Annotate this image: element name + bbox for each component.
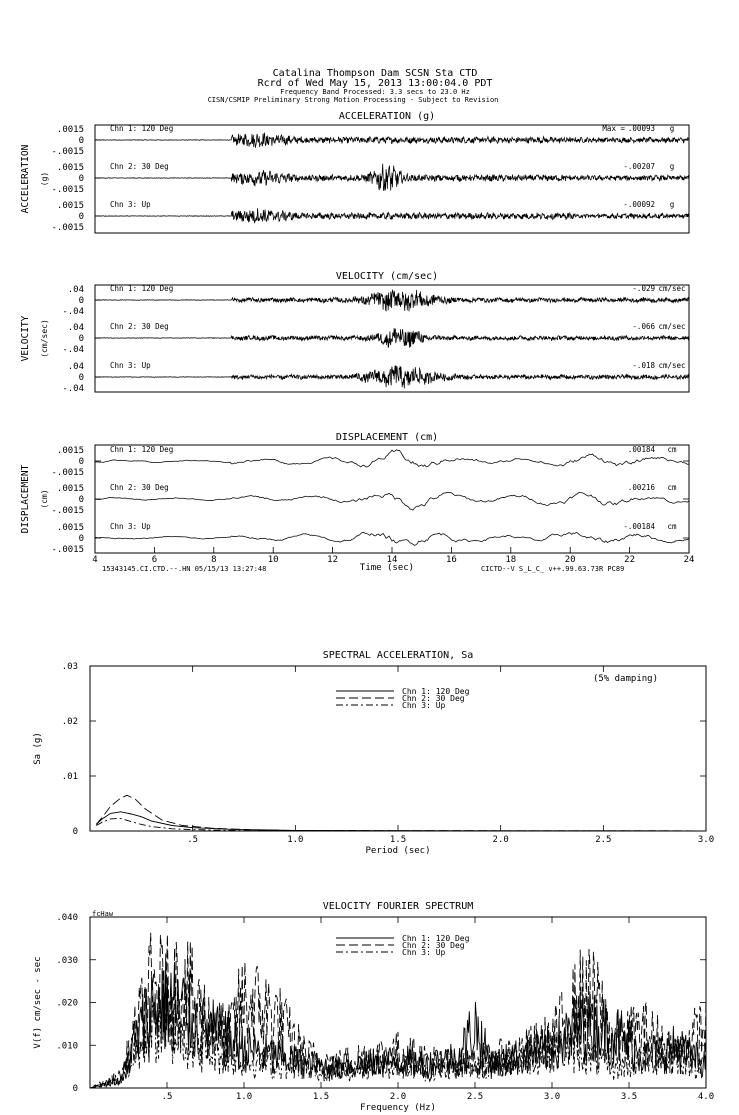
y-tick-zero: 0 <box>78 457 84 467</box>
legend-entry-1: Chn 1: 120 Deg <box>402 687 470 696</box>
y-tick-label: .040 <box>56 913 78 923</box>
channel-label: Chn 2: 30 Deg <box>110 322 169 331</box>
legend-entry-2: Chn 2: 30 Deg <box>402 694 465 703</box>
velocity-fourier-spectrum-panel <box>33 901 714 1113</box>
y-tick-bottom: -.0015 <box>51 223 84 233</box>
channel-max-value: -.00207 <box>623 162 655 171</box>
y-tick-zero: 0 <box>78 495 84 505</box>
y-tick-label: 0 <box>72 1084 78 1094</box>
y-tick-top: .04 <box>67 362 84 372</box>
y-tick-bottom: -.0015 <box>51 185 84 195</box>
dis-waveform-3 <box>95 532 689 545</box>
x-tick-label: 20 <box>564 555 576 565</box>
y-tick-bottom: -.0015 <box>51 468 84 478</box>
header-station: Catalina Thompson Dam SCSN Sta CTD <box>272 68 478 79</box>
vel-waveform-3 <box>95 365 689 388</box>
x-tick-label: 16 <box>445 555 457 565</box>
acc-title: ACCELERATION (g) <box>338 111 436 122</box>
channel-max-value: .00216 <box>627 483 655 492</box>
channel-max-unit: cm/sec <box>658 361 686 370</box>
damping-annotation: (5% damping) <box>592 674 658 684</box>
dis-waveform-1 <box>95 450 689 467</box>
legend-entry-3: Chn 3: Up <box>402 701 446 710</box>
x-tick-label: 3.5 <box>620 1092 638 1102</box>
x-tick-label: 18 <box>505 555 517 565</box>
y-tick-label: .02 <box>61 717 78 727</box>
footer-right: CICTD--V S_L_C_ v++.99.63.73R PC89 <box>481 565 625 573</box>
y-axis-label: V(f) cm/sec - sec <box>33 956 43 1049</box>
velocity-panel <box>20 271 689 394</box>
spectral-acceleration-series-1 <box>96 812 706 831</box>
acceleration-panel <box>20 111 689 233</box>
acc-waveform-1 <box>95 133 689 148</box>
x-tick-label: 22 <box>624 555 636 565</box>
corner-label: fcHaw <box>92 910 114 918</box>
y-tick-zero: 0 <box>78 136 84 146</box>
channel-label: Chn 2: 30 Deg <box>110 162 169 171</box>
channel-label: Chn 1: 120 Deg <box>110 445 174 454</box>
x-tick-label: 1.0 <box>235 1092 253 1102</box>
max-prefix-label: Max = <box>602 124 625 133</box>
x-tick-label: 4.0 <box>697 1092 715 1102</box>
x-tick-label: 24 <box>683 555 695 565</box>
channel-max-unit: g <box>669 124 675 133</box>
x-tick-label: 10 <box>267 555 279 565</box>
y-tick-bottom: -.0015 <box>51 147 84 157</box>
y-tick-zero: 0 <box>78 373 84 383</box>
x-tick-label: 14 <box>386 555 398 565</box>
spectral-acceleration-panel <box>33 650 714 856</box>
channel-max-unit: g <box>669 200 675 209</box>
velocity-fourier-spectrum-title: VELOCITY FOURIER SPECTRUM <box>322 901 474 912</box>
channel-label: Chn 3: Up <box>110 200 151 209</box>
channel-max-unit: cm/sec <box>658 322 686 331</box>
displacement-panel <box>20 432 689 555</box>
y-axis-label: Sa (g) <box>33 732 43 765</box>
x-tick-label: 2.5 <box>595 835 612 845</box>
channel-label: Chn 3: Up <box>110 361 151 370</box>
y-tick-bottom: -.0015 <box>51 545 84 555</box>
header-record: Rcrd of Wed May 15, 2013 13:00:04.0 PDT <box>257 78 493 89</box>
x-tick-label: 12 <box>327 555 339 565</box>
x-tick-label: 2.0 <box>492 835 509 845</box>
y-tick-top: .04 <box>67 285 84 295</box>
y-tick-zero: 0 <box>78 534 84 544</box>
y-tick-bottom: -.04 <box>62 345 84 355</box>
channel-label: Chn 1: 120 Deg <box>110 124 174 133</box>
acc-waveform-3 <box>95 208 689 223</box>
channel-max-value: -.00092 <box>623 200 655 209</box>
y-tick-zero: 0 <box>78 296 84 306</box>
y-tick-zero: 0 <box>78 174 84 184</box>
acc-waveform-2 <box>95 164 689 191</box>
y-tick-zero: 0 <box>78 334 84 344</box>
dis-axis-label: DISPLACEMENT <box>20 464 31 534</box>
y-tick-top: .0015 <box>56 523 84 533</box>
footer-left: 15343145.CI.CTD.--.HN 05/15/13 13:27:48 <box>102 565 267 573</box>
vel-waveform-1 <box>95 290 689 312</box>
y-tick-zero: 0 <box>78 212 84 222</box>
y-tick-bottom: -.04 <box>62 307 84 317</box>
spectral-acceleration-series-3 <box>96 818 706 831</box>
y-tick-top: .0015 <box>56 484 84 494</box>
dis-title: DISPLACEMENT (cm) <box>335 432 439 443</box>
x-tick-label: 3.0 <box>543 1092 561 1102</box>
y-tick-label: .01 <box>61 772 78 782</box>
channel-max-value: .00093 <box>627 124 655 133</box>
channel-max-unit: cm <box>667 522 677 531</box>
channel-max-value: .00184 <box>627 445 655 454</box>
channel-max-unit: cm <box>667 445 677 454</box>
channel-max-value: -.00184 <box>623 522 655 531</box>
channel-max-value: -.066 <box>632 322 655 331</box>
y-tick-top: .0015 <box>56 125 84 135</box>
y-tick-bottom: -.0015 <box>51 506 84 516</box>
channel-max-unit: cm/sec <box>658 284 686 293</box>
x-tick-label: 4 <box>92 555 98 565</box>
x-axis-label: Frequency (Hz) <box>360 1103 436 1113</box>
y-tick-bottom: -.04 <box>62 384 84 394</box>
vel-title: VELOCITY (cm/sec) <box>335 271 439 282</box>
x-tick-label: .5 <box>187 835 199 845</box>
y-tick-label: .010 <box>56 1041 78 1052</box>
x-tick-label: .5 <box>161 1092 173 1102</box>
header-band: Frequency Band Processed: 3.3 secs to 23.0 Hz <box>280 88 470 96</box>
dis-waveform-2 <box>95 492 689 510</box>
vel-unit-label: (cm/sec) <box>40 319 49 358</box>
dis-unit-label: (cm) <box>40 489 49 509</box>
vel-axis-label: VELOCITY <box>20 315 31 362</box>
spectral-acceleration-series-2 <box>96 795 706 831</box>
header-disclaimer: CISN/CSMIP Preliminary Strong Motion Processing - Subject to Revision <box>207 96 499 104</box>
legend-entry-2: Chn 2: 30 Deg <box>402 941 465 950</box>
channel-max-value: -.018 <box>632 361 655 370</box>
channel-label: Chn 1: 120 Deg <box>110 284 174 293</box>
y-tick-top: .04 <box>67 323 84 333</box>
y-tick-top: .0015 <box>56 163 84 173</box>
y-tick-top: .0015 <box>56 446 84 456</box>
x-axis-label: Period (sec) <box>365 846 431 856</box>
y-tick-label: .03 <box>61 662 78 672</box>
acc-unit-label: (g) <box>40 171 49 187</box>
channel-max-value: -.029 <box>632 284 655 293</box>
channel-label: Chn 3: Up <box>110 522 151 531</box>
vel-waveform-2 <box>95 328 689 348</box>
x-tick-label: 1.5 <box>389 835 407 845</box>
x-tick-label: 6 <box>151 555 158 565</box>
y-tick-top: .0015 <box>56 201 84 211</box>
spectral-acceleration-title: SPECTRAL ACCELERATION, Sa <box>322 650 474 661</box>
time-axis-label: Time (sec) <box>359 563 415 573</box>
y-tick-label: .030 <box>56 955 78 966</box>
legend-entry-1: Chn 1: 120 Deg <box>402 934 470 943</box>
channel-max-unit: g <box>669 162 675 171</box>
x-tick-label: 1.5 <box>312 1092 330 1102</box>
channel-max-unit: cm <box>667 483 677 492</box>
x-tick-label: 3.0 <box>697 835 715 845</box>
legend-entry-3: Chn 3: Up <box>402 948 446 957</box>
spectral-acceleration-frame <box>90 666 706 831</box>
x-tick-label: 8 <box>211 555 217 565</box>
y-tick-label: 0 <box>72 827 78 837</box>
x-tick-label: 1.0 <box>287 835 304 845</box>
y-tick-label: .020 <box>56 998 78 1009</box>
channel-label: Chn 2: 30 Deg <box>110 483 169 492</box>
acc-axis-label: ACCELERATION <box>20 144 31 214</box>
x-tick-label: 2.0 <box>389 1092 407 1102</box>
x-tick-label: 2.5 <box>466 1092 484 1102</box>
